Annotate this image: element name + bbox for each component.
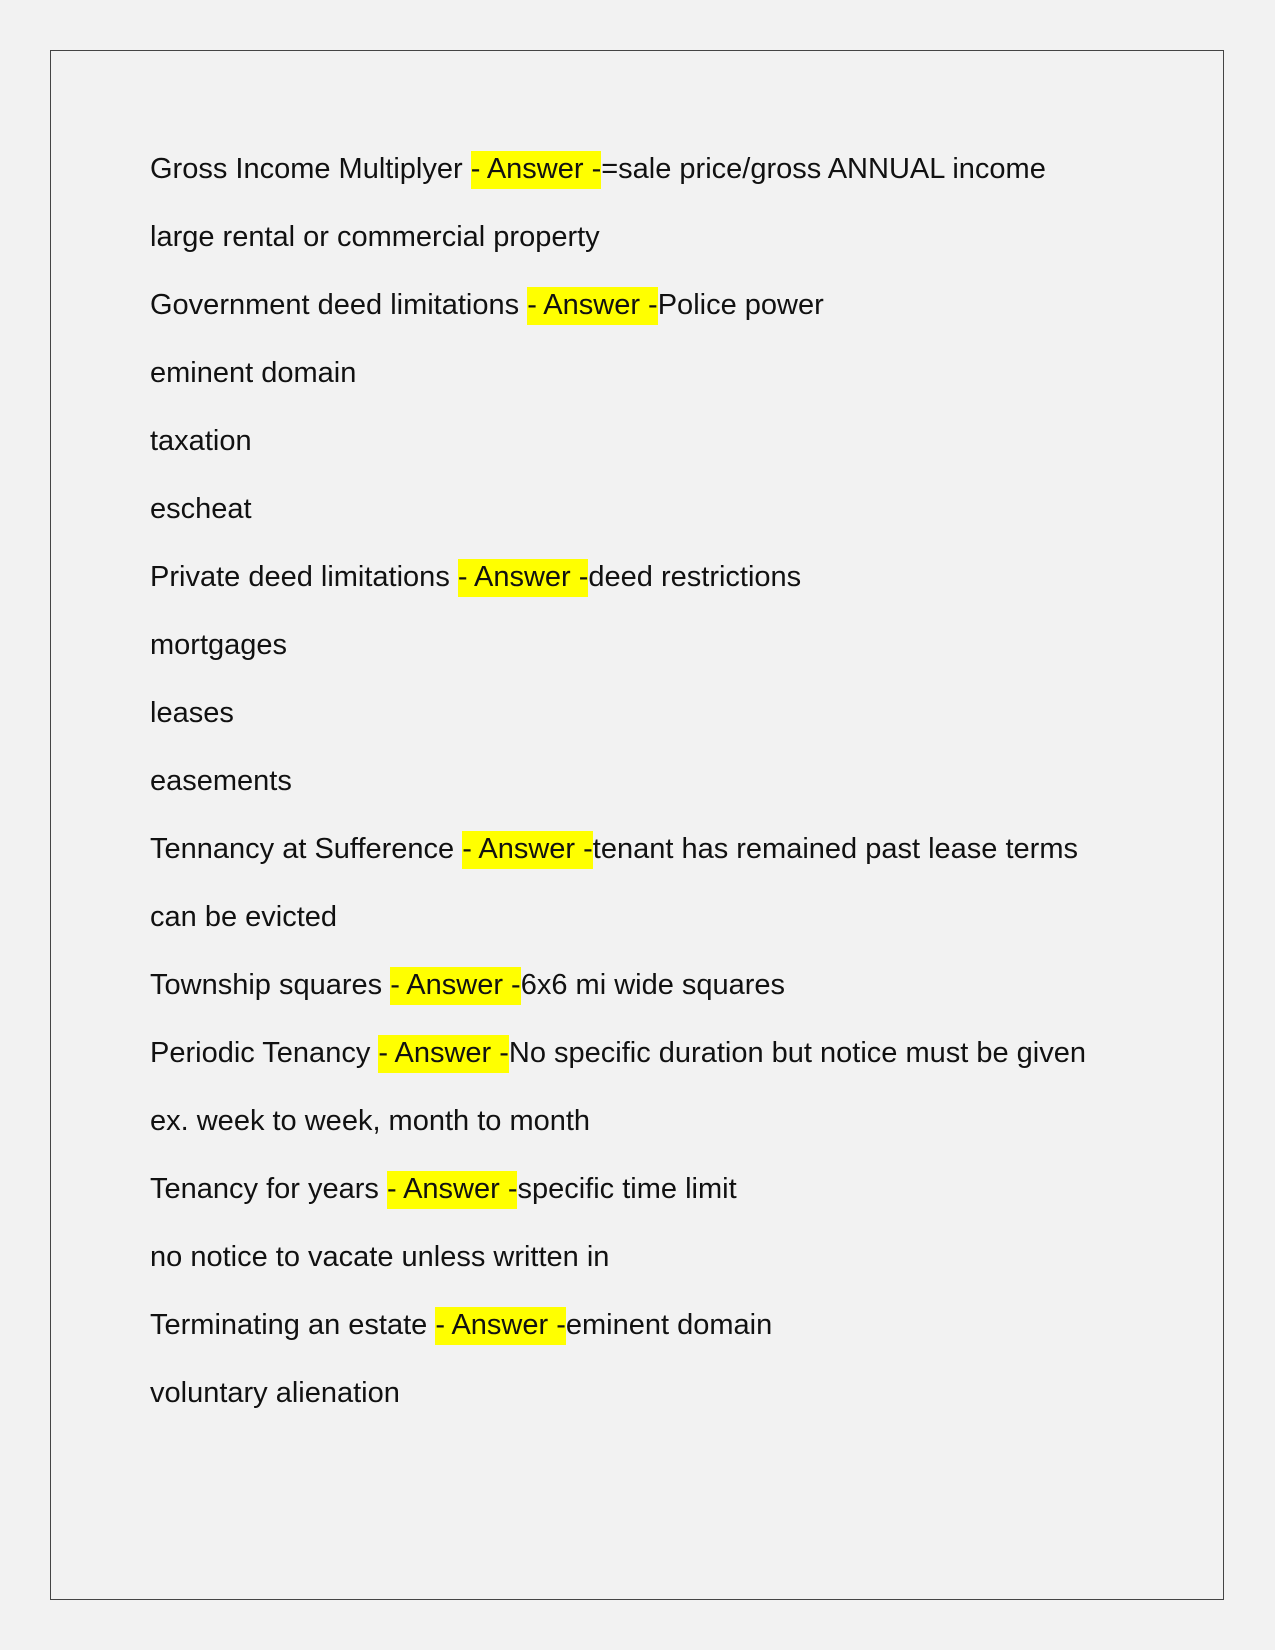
answer-marker: - Answer - — [390, 967, 521, 1005]
answer-text: Police power — [657, 289, 824, 321]
qa-line — [150, 1166, 1130, 1212]
answer-marker: - Answer - — [387, 1171, 518, 1209]
answer-marker: - Answer - — [527, 287, 658, 325]
answer-marker: - Answer - — [458, 559, 589, 597]
answer-marker: - Answer - — [471, 151, 602, 189]
continuation-line: voluntary alienation — [150, 1377, 400, 1409]
term: Private deed limitations — [150, 561, 458, 593]
answer-text: eminent domain — [565, 1309, 773, 1341]
answer-text: No specific duration but notice must be given — [508, 1037, 1087, 1069]
continuation-line: taxation — [150, 425, 252, 457]
answer-marker: - Answer - — [462, 831, 593, 869]
qa-line — [150, 1030, 1130, 1076]
qa-line — [150, 554, 1130, 600]
term: Tennancy at Sufference — [150, 833, 463, 865]
continuation-line: can be evicted — [150, 901, 338, 933]
continuation-line: large rental or commercial property — [150, 221, 600, 253]
continuation-line: easements — [150, 765, 292, 797]
qa-line — [150, 962, 1130, 1008]
answer-text: 6x6 mi wide squares — [520, 969, 786, 1001]
qa-line — [150, 1302, 1130, 1348]
term: Township squares — [150, 969, 391, 1001]
term: Gross Income Multiplyer — [150, 153, 471, 185]
answer-text: tenant has remained past lease terms — [592, 833, 1078, 865]
term: Government deed limitations — [150, 289, 528, 321]
qa-line — [150, 282, 1130, 328]
answer-text: specific time limit — [517, 1173, 737, 1205]
term: Terminating an estate — [150, 1309, 436, 1341]
continuation-line: no notice to vacate unless written in — [150, 1241, 610, 1273]
continuation-line: leases — [150, 697, 234, 729]
answer-text: deed restrictions — [588, 561, 802, 593]
answer-marker: - Answer - — [378, 1035, 509, 1073]
qa-line — [150, 146, 1130, 192]
continuation-line: ex. week to week, month to month — [150, 1105, 591, 1137]
term: Periodic Tenancy — [150, 1037, 379, 1069]
continuation-line: eminent domain — [150, 357, 357, 389]
term: Tenancy for years — [150, 1173, 387, 1205]
answer-text: =sale price/gross ANNUAL income — [601, 153, 1046, 185]
qa-line — [150, 826, 1130, 872]
continuation-line: mortgages — [150, 629, 288, 661]
answer-marker: - Answer - — [435, 1307, 566, 1345]
document-body — [150, 146, 1130, 1438]
continuation-line: escheat — [150, 493, 252, 525]
